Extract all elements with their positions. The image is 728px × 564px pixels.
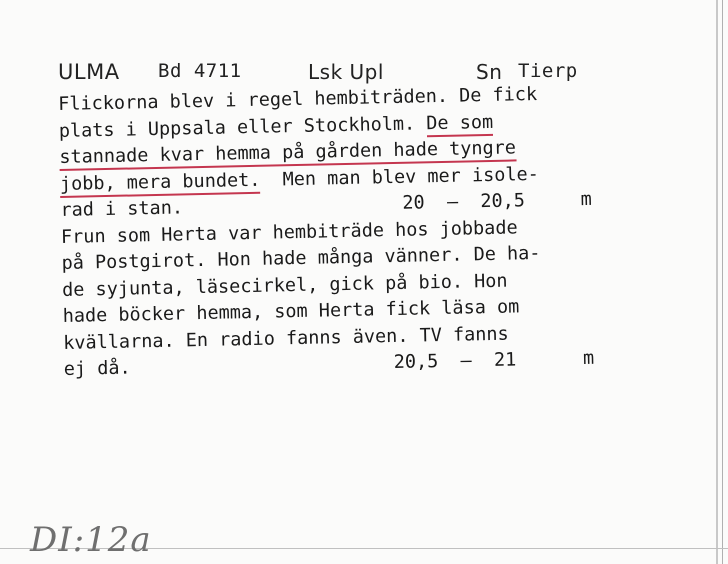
card-body [58,79,674,383]
province-label: Lsk Upl [308,60,384,84]
text-segment: ej då. [63,357,131,380]
card-edge-outer [722,0,723,564]
text-line: Frun som Herta var hembiträde hos jobbade [60,216,518,248]
underlined-segment: De som [426,111,493,136]
text-segment: plats i Uppsala eller Stockholm. [58,113,416,142]
text-line: de syjunta, läsecirkel, gick på bio. Hon [61,270,508,301]
text-segment: Men man blev mer isole- [282,163,539,190]
time-marker: 20,5 – 21 m [393,347,595,374]
underlined-segment: jobb, mera bundet. [60,169,261,197]
handwritten-signature: DI:12a [30,520,152,560]
text-line: Flickorna blev i regel hembiträden. De fick [58,83,538,115]
text-line: hade böcker hemma, som Herta fick läsa om [62,296,520,327]
text-line: på Postgirot. Hon hade många vänner. De ha- [61,242,541,274]
parish-label: Sn [476,60,503,84]
underlined-segment: stannade kvar hemma på gården hade tyngre [59,137,516,171]
text-segment: rad i stan. [60,197,184,221]
text-line: kvällarna. En radio fanns även. TV fanns [63,323,509,354]
time-marker: 20 – 20,5 m [402,188,592,214]
archive-code: ULMA [58,60,120,84]
card-edge [716,0,718,564]
record-number: Bd 4711 [158,60,242,82]
parish-name: Tierp [518,60,578,82]
